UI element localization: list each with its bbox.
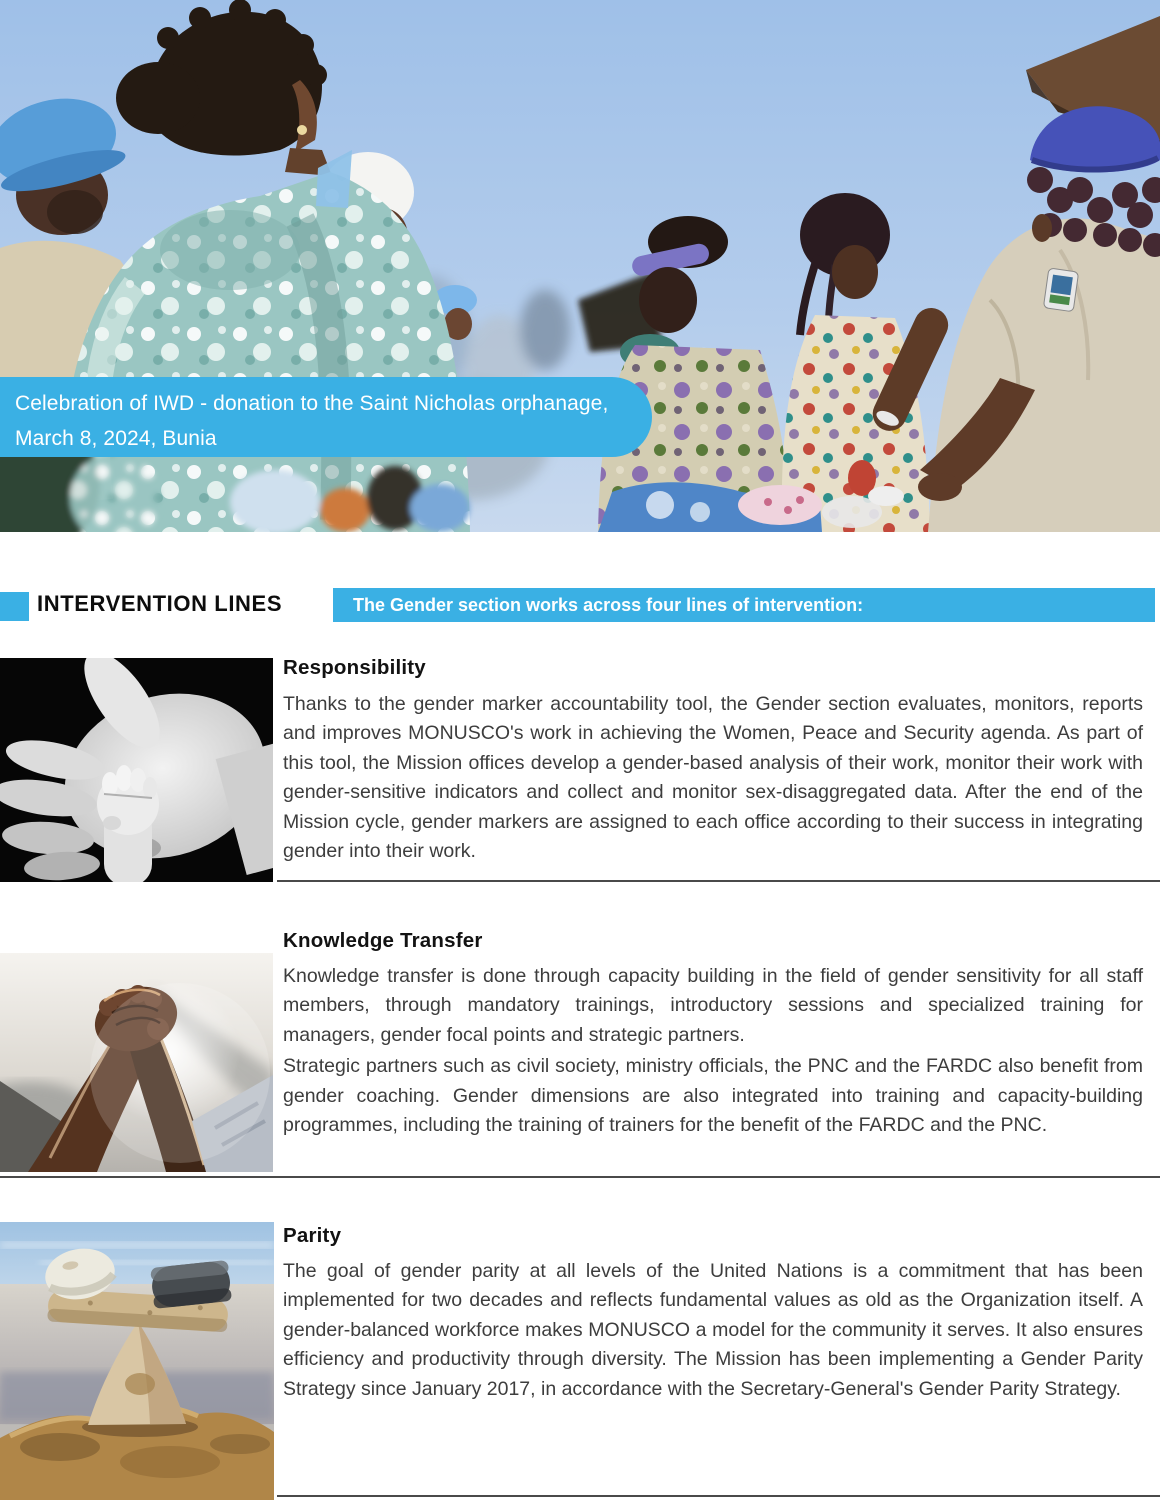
hero-caption-line2: March 8, 2024, Bunia [15,427,217,450]
section-divider [0,1176,1160,1178]
knowledge-transfer-image [0,953,273,1172]
clasped-hands-illustration [0,953,273,1172]
responsibility-title: Responsibility [283,656,426,679]
responsibility-paragraph: Thanks to the gender marker accountability tool, the Gender section evaluates, monitors, reports and improves MONUSCO's work in achieving the Women, Peace and Security agenda. As part of this tool, the Mission offices develop a gender-based analysis of their work, monitor their work with gender-sensitive indicators and collect and monitor sex-disaggregated data. After the end of the Mission cycle, gender markers are assigned to each office according to their success in integrating gender into their work. [283,693,1143,863]
section-heading-intervention-lines: INTERVENTION LINES [37,591,283,616]
responsibility-image [0,658,273,882]
hero-photo [0,0,1160,532]
parity-paragraph: The goal of gender parity at all levels of the United Nations is a commitment that has been implemented for two decades and reflects fundamental values as old as the Organization itself. A gender-balanced workforce makes MONUSCO a model for the community it serves. It also ensures efficiency and productivity through diversity. The Mission has been implementing a Gender Parity Strategy since January 2017, in accordance with the Secretary-General's Gender Parity Strategy. [283,1260,1143,1400]
knowledge-transfer-title: Knowledge Transfer [283,929,483,952]
section-divider [277,1495,1160,1497]
section-divider [277,880,1160,882]
intervention-banner-text: The Gender section works across four lines of intervention: [353,595,864,615]
parity-body [283,1257,1143,1406]
accent-square [0,592,29,621]
hero-caption [0,377,652,457]
intervention-banner [333,588,1155,622]
knowledge-transfer-paragraph-2: Strategic partners such as civil society, ministry officials, the PNC and the FARDC also benefit from gender coaching. Gender dimensions are also integrated into training and capacity-building programmes, including the training of trainers for the benefit of the FARDC and the PNC. [283,1055,1143,1137]
balanced-stones-illustration [0,1222,274,1500]
parity-image [0,1222,274,1500]
adult-hand-holding-baby-hand-illustration [0,658,273,882]
responsibility-body [283,690,1143,868]
knowledge-transfer-body [283,962,1143,1142]
hero-caption-line1: Celebration of IWD - donation to the Saint Nicholas orphanage, [15,392,609,415]
parity-title: Parity [283,1224,342,1247]
knowledge-transfer-paragraph-1: Knowledge transfer is done through capacity building in the field of gender sensitivity for all staff members, through mandatory trainings, introductory sessions and specialized training for managers, gender focal points and strategic partners. [283,965,1143,1046]
